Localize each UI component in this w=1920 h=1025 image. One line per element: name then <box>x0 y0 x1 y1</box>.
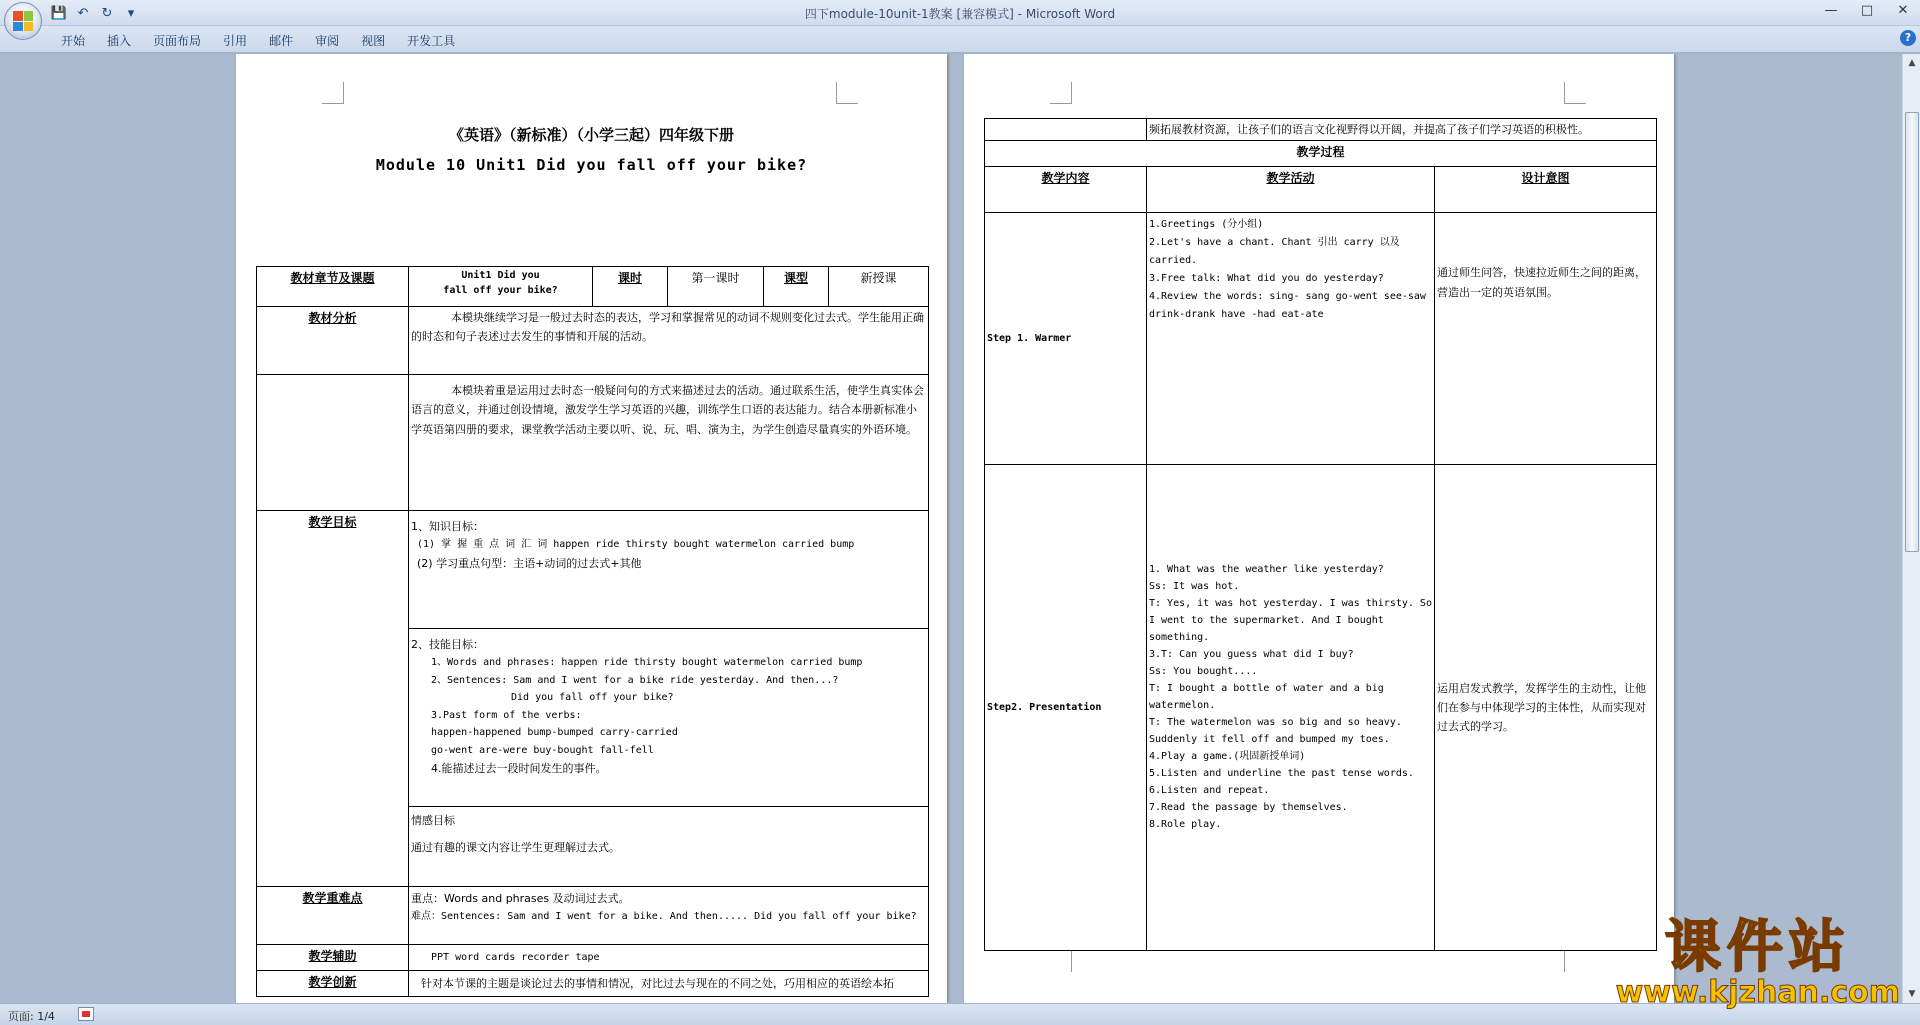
top-continued-text: 频拓展教材资源，让孩子们的语言文化视野得以开阔，并提高了孩子们学习英语的积极性。 <box>1147 119 1657 141</box>
period-value: 第一课时 <box>668 267 764 307</box>
skill-item-3: Did you fall off your bike? <box>511 692 674 704</box>
tab-references[interactable]: 引用 <box>223 34 248 48</box>
window-title: 四下module-10unit-1教案 [兼容模式] - Microsoft Word <box>804 7 1116 21</box>
skill-title: 2、技能目标： <box>411 638 484 651</box>
knowledge-title: 1、知识目标： <box>411 520 484 533</box>
skill-item-2: 2、Sentences: Sam and I went for a bike ride yesterday. And then...? <box>431 674 839 686</box>
process-title: 教学过程 <box>985 141 1657 167</box>
watermark-logo-text: 课件站 <box>1664 915 1851 980</box>
tab-insert[interactable]: 插入 <box>107 34 132 48</box>
vertical-scrollbar[interactable] <box>1902 54 1920 1003</box>
step1-activity-4: 4.Review the words: sing- sang go-went see-saw drink-drank have -had eat-ate <box>1149 291 1426 321</box>
step1-design: 通过师生问答，快速拉近师生之间的距离，营造出一定的英语氛围。 <box>1435 213 1657 465</box>
watermark-url: www.kjzhan.com <box>1615 975 1900 1010</box>
document-workspace <box>0 54 1902 1003</box>
close-button[interactable]: ✕ <box>1897 3 1909 18</box>
step1-activities <box>1147 213 1435 465</box>
tab-home[interactable]: 开始 <box>61 34 86 48</box>
step1-activity-2: 2.Let's have a chant. Chant 引出 carry 以及 carried. <box>1149 237 1400 267</box>
help-icon[interactable]: ? <box>1900 30 1916 46</box>
step1-activity-1: 1.Greetings (分小组) <box>1149 219 1264 231</box>
skill-item-6: go-went are-were buy-bought fall-fell <box>431 744 654 756</box>
window-controls <box>1820 2 1914 20</box>
margin-corner-mark <box>836 82 858 104</box>
knowledge-item-2: (2) 学习重点句型：主语+动词的过去式+其他 <box>417 556 642 570</box>
title-bar <box>0 0 1920 26</box>
emotion-text: 通过有趣的课文内容让学生更理解过去式。 <box>411 841 620 855</box>
maximize-button[interactable]: □ <box>1860 3 1874 18</box>
skill-goals <box>409 629 929 807</box>
step2-activity-5: Ss: You bought.... <box>1149 666 1258 678</box>
goals-label: 教学目标 <box>257 511 409 887</box>
innovation-text: 针对本节课的主题是谈论过去的事情和情况，对比过去与现在的不同之处，巧用相应的英语绘本拓 <box>409 971 929 997</box>
scroll-thumb[interactable] <box>1905 112 1919 552</box>
step2-activity-11: 7.Read the passage by themselves. <box>1149 802 1348 814</box>
lesson-type-label: 课型 <box>764 267 829 307</box>
keypoints-line-1: 重点：Words and phrases 及动词过去式。 <box>411 892 630 905</box>
skill-item-5: happen-happened bump-bumped carry-carried <box>431 727 678 739</box>
keypoints-text <box>409 887 929 945</box>
step2-activity-10: 6.Listen and repeat. <box>1149 785 1270 797</box>
ribbon <box>0 26 1920 53</box>
step2-activity-12: 8.Role play. <box>1149 819 1222 831</box>
step2-activities <box>1147 465 1435 951</box>
tab-view[interactable]: 视图 <box>361 34 386 48</box>
tab-developer[interactable]: 开发工具 <box>407 34 456 48</box>
tab-page-layout[interactable]: 页面布局 <box>153 34 202 48</box>
aids-text: PPT word cards recorder tape <box>409 945 929 971</box>
scroll-up-icon[interactable]: ▲ <box>1908 58 1916 68</box>
tab-mailings[interactable]: 邮件 <box>269 34 294 48</box>
chapter-value <box>409 267 593 307</box>
step2-activity-9: 5.Listen and underline the past tense words. <box>1149 768 1414 780</box>
col-content-header: 教学内容 <box>985 167 1147 213</box>
step2-activity-7: T: The watermelon was so big and so heavy. Suddenly it fell off and bumped my toes. <box>1149 717 1402 746</box>
step2-activity-2: Ss: It was hot. <box>1149 581 1240 593</box>
document-page-2 <box>964 54 1674 1003</box>
analysis2-label-cell <box>257 375 409 511</box>
emotion-title: 情感目标 <box>411 814 455 827</box>
document-title: 《英语》（新标准）（小学三起）四年级下册 <box>448 126 734 144</box>
proofing-icon[interactable] <box>78 1007 94 1021</box>
col-activity-header: 教学活动 <box>1147 167 1435 213</box>
keypoints-line-2: 难点：Sentences: Sam and I went for a bike. And then..... Did you fall off your bike? <box>411 911 917 923</box>
ribbon-tabs <box>50 30 466 51</box>
step2-activity-6: T: I bought a bottle of water and a big watermelon. <box>1149 683 1384 712</box>
step2-activity-8: 4.Play a game.(巩固新授单词) <box>1149 751 1306 763</box>
margin-corner-mark <box>1050 82 1072 104</box>
innovation-label: 教学创新 <box>257 971 409 997</box>
col-design-header: 设计意图 <box>1435 167 1657 213</box>
minimize-button[interactable]: — <box>1824 3 1838 18</box>
chapter-value-line2: fall off your bike? <box>443 285 558 296</box>
keypoints-label: 教学重难点 <box>257 887 409 945</box>
skill-item-4: 3.Past form of the verbs: <box>431 709 582 721</box>
period-label: 课时 <box>593 267 668 307</box>
office-logo-icon <box>13 11 33 31</box>
margin-corner-mark <box>1050 950 1072 972</box>
step2-activity-4: 3.T: Can you guess what did I buy? <box>1149 649 1354 661</box>
document-subtitle: Module 10 Unit1 Did you fall off your bike? <box>375 156 808 174</box>
save-icon[interactable]: 💾 <box>50 5 68 21</box>
emotion-goals <box>409 807 929 887</box>
document-page-1 <box>236 54 947 1003</box>
step2-design: 运用启发式教学，发挥学生的主动性，让他们在参与中体现学习的主体性，从而实现对过去式的学习。 <box>1435 465 1657 951</box>
margin-corner-mark <box>1564 950 1586 972</box>
step1-name: Step 1. Warmer <box>985 213 1147 465</box>
step2-activity-3: T: Yes, it was hot yesterday. I was thirsty. So I went to the supermarket. And I bought something. <box>1149 598 1432 644</box>
undo-icon[interactable]: ↶ <box>77 5 89 21</box>
lesson-info-table <box>256 266 929 997</box>
teaching-process-table <box>984 118 1657 951</box>
aids-label: 教学辅助 <box>257 945 409 971</box>
redo-icon[interactable]: ↻ <box>101 5 113 21</box>
analysis2-text: 本模块着重是运用过去时态一般疑问句的方式来描述过去的活动。通过联系生活，使学生真实体会语言的意义，并通过创设情境，激发学生学习英语的兴趣，训练学生口语的表达能力。结合本册新标准小学英语第四册的要求，课堂教学活动主要以听、说、玩、唱、演为主，为学生创造尽量真实的外语环境。 <box>409 375 929 511</box>
step1-activity-3: 3.Free talk: What did you do yesterday? <box>1149 273 1384 285</box>
chapter-value-line1: Unit1 Did you <box>461 270 540 281</box>
lesson-type-value: 新授课 <box>829 267 929 307</box>
customize-qat-icon[interactable]: ▾ <box>127 5 135 21</box>
skill-item-7: 4.能描述过去一段时间发生的事件。 <box>431 762 607 776</box>
chapter-label: 教材章节及课题 <box>257 267 409 307</box>
office-button[interactable] <box>4 2 42 40</box>
top-label-cell <box>985 119 1147 141</box>
site-watermark <box>1615 915 1900 1010</box>
tab-review[interactable]: 审阅 <box>315 34 340 48</box>
analysis-label: 教材分析 <box>257 307 409 375</box>
skill-item-1: 1、Words and phrases: happen ride thirsty bought watermelon carried bump <box>431 657 863 669</box>
step2-name: Step2. Presentation <box>985 465 1147 951</box>
margin-corner-mark <box>1564 82 1586 104</box>
page-count[interactable]: 页面: 1/4 <box>8 1010 55 1023</box>
analysis-text: 本模块继续学习是一般过去时态的表达，学习和掌握常见的动词不规则变化过去式。学生能用正确的时态和句子表述过去发生的事情和开展的活动。 <box>409 307 929 375</box>
margin-corner-mark <box>322 82 344 104</box>
knowledge-item-1: (1) 掌 握 重 点 词 汇 词 happen ride thirsty bought watermelon carried bump <box>417 539 855 551</box>
step2-activity-1: 1. What was the weather like yesterday? <box>1149 564 1384 576</box>
knowledge-goals <box>409 511 929 629</box>
scroll-down-icon[interactable]: ▼ <box>1908 989 1916 999</box>
